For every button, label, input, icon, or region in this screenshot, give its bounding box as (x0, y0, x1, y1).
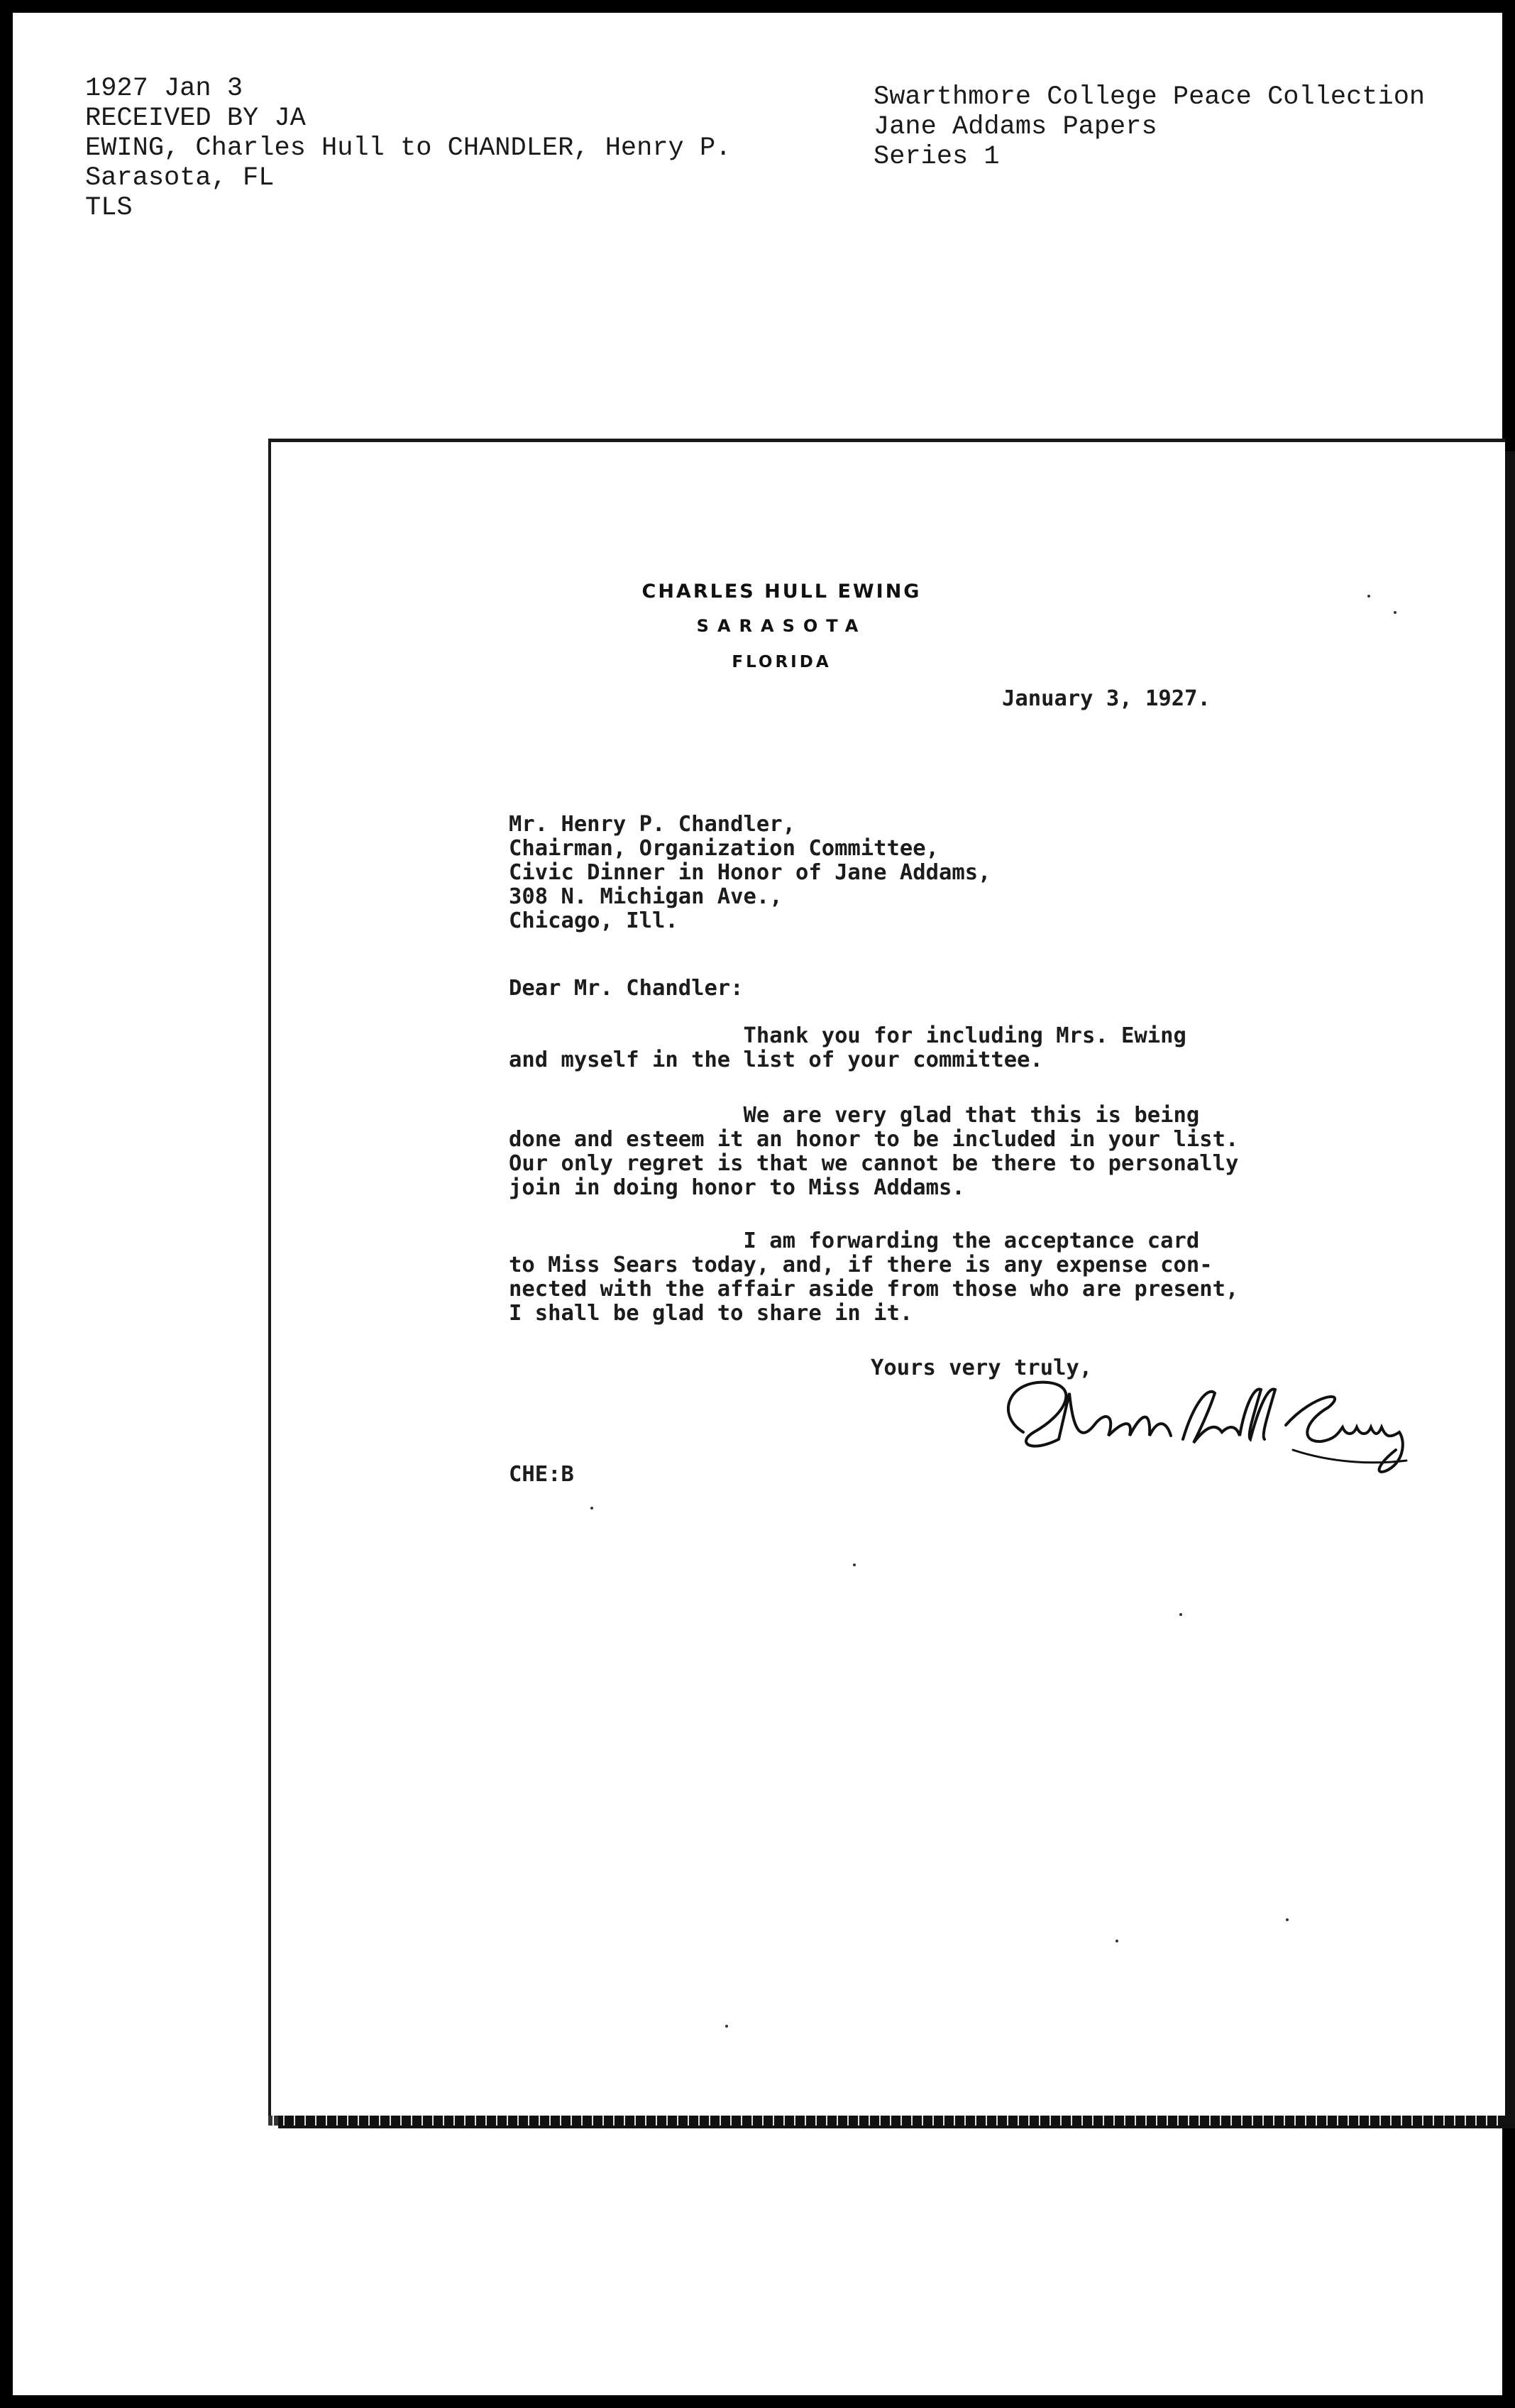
paper-speck (853, 1563, 856, 1566)
address-line: Chicago, Ill. (509, 908, 678, 933)
document-type: TLS (85, 193, 133, 223)
letterhead-name: CHARLES HULL EWING (641, 581, 922, 603)
address-line: Civic Dinner in Honor of Jane Addams, (509, 860, 991, 885)
address-line: Mr. Henry P. Chandler, (509, 812, 795, 837)
archive-date: 1927 Jan 3 (85, 74, 243, 104)
paper-speck (725, 2025, 728, 2028)
paragraph-2 (509, 1104, 1238, 1200)
archive-metadata-left (85, 74, 731, 223)
origin-place: Sarasota, FL (85, 163, 275, 193)
paragraph-line: Our only regret is that we cannot be there to personally (509, 1151, 1239, 1176)
typist-initials: CHE:B (509, 1462, 574, 1487)
paragraph-3 (509, 1229, 1238, 1326)
paragraph-line: I shall be glad to share in it. (509, 1301, 913, 1326)
paper-speck (1286, 1918, 1289, 1921)
handwritten-signature (981, 1365, 1421, 1492)
paragraph-line: I am forwarding the acceptance card (509, 1228, 1200, 1253)
papers-name: Jane Addams Papers (874, 112, 1157, 142)
salutation: Dear Mr. Chandler: (509, 976, 744, 1001)
address-line: 308 N. Michigan Ave., (509, 884, 783, 909)
collection-name: Swarthmore College Peace Collection (874, 82, 1426, 112)
letter-date: January 3, 1927. (1002, 686, 1211, 711)
paragraph-line: join in doing honor to Miss Addams. (509, 1175, 965, 1200)
paragraph-line: done and esteem it an honor to be included in your list. (509, 1127, 1239, 1152)
paragraph-1 (509, 1024, 1186, 1072)
paper-speck (1179, 1613, 1182, 1616)
paper-speck (1394, 611, 1396, 614)
paper-speck (1115, 1940, 1118, 1942)
paper-speck (590, 1507, 593, 1510)
correspondents: EWING, Charles Hull to CHANDLER, Henry P. (85, 133, 732, 163)
archive-metadata-right (874, 82, 1425, 172)
letter-sheet (268, 439, 1505, 2116)
archive-page (13, 13, 1502, 2395)
letterhead-city: SARASOTA (696, 616, 867, 636)
paragraph-line: to Miss Sears today, and, if there is any expense con- (509, 1253, 1213, 1277)
letterhead-state: FLORIDA (732, 653, 832, 671)
received-by: RECEIVED BY JA (85, 104, 306, 133)
recipient-address (509, 813, 991, 933)
address-line: Chairman, Organization Committee, (509, 836, 939, 861)
paragraph-line: nected with the affair aside from those who are present, (509, 1277, 1239, 1302)
series-name: Series 1 (874, 142, 1000, 172)
paper-speck (1367, 595, 1370, 598)
paragraph-line: and myself in the list of your committee. (509, 1048, 1043, 1072)
paragraph-line: Thank you for including Mrs. Ewing (509, 1023, 1186, 1048)
paragraph-line: We are very glad that this is being (509, 1103, 1200, 1128)
closing: Yours very truly, (871, 1356, 1093, 1380)
